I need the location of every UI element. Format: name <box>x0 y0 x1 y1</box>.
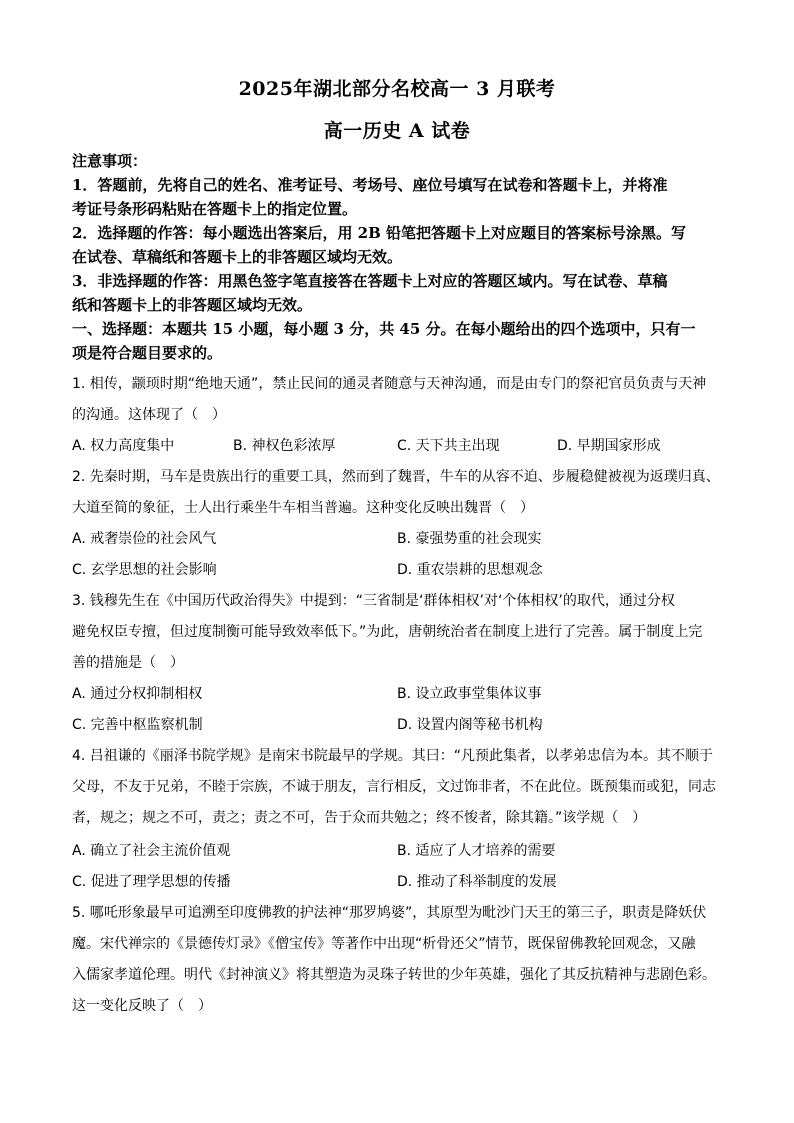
question-2-line-1: 2. 先秦时期，马车是贵族出行的重要工具，然而到了魏晋，牛车的从容不迫、步履稳健被视为返璞归真、 <box>72 469 720 485</box>
note-1-line-2: 考证号条形码粘贴在答题卡上的指定位置。 <box>72 200 358 218</box>
note-2-line-2: 在试卷、草稿纸和答题卡上的非答题区域均无效。 <box>72 248 403 266</box>
question-1-option-b: B. 神权色彩浓厚 <box>233 438 336 454</box>
question-1-option-d: D. 早期国家形成 <box>557 438 661 454</box>
question-4-option-a: A. 确立了社会主流价值观 <box>72 843 231 859</box>
question-3-line-3: 善的措施是（ ） <box>72 655 184 671</box>
question-4-option-b: B. 适应了人才培养的需要 <box>397 843 556 859</box>
section-heading-line-1: 一、选择题：本题共 15 小题，每小题 3 分，共 45 分。在每小题给出的四个选项中，只有一 <box>72 320 696 338</box>
question-3-option-c: C. 完善中枢监察机制 <box>72 717 203 733</box>
question-3-option-a: A. 通过分权抑制相权 <box>72 686 203 702</box>
section-heading-line-2: 项是符合题目要求的。 <box>72 344 223 362</box>
question-4-line-2: 父母，不友于兄弟，不睦于宗族，不诚于朋友，言行相反，文过饰非者，不在此位。既预集而或犯，同志 <box>72 779 716 795</box>
note-2-line-1: 2．选择题的作答：每小题选出答案后，用 2B 铅笔把答题卡上对应题目的答案标号涂黑。写 <box>72 224 687 242</box>
note-1-line-1: 1．答题前，先将自己的姓名、准考证号、考场号、座位号填写在试卷和答题卡上，并将准 <box>72 176 668 194</box>
question-1-option-a: A. 权力高度集中 <box>72 438 175 454</box>
question-2-option-a: A. 戒奢崇俭的社会风气 <box>72 531 217 547</box>
notes-heading: 注意事项： <box>72 152 148 170</box>
note-3-line-1: 3．非选择题的作答：用黑色签字笔直接答在答题卡上对应的答题区域内。写在试卷、草稿 <box>72 272 668 290</box>
question-4-option-c: C. 促进了理学思想的传播 <box>72 874 231 890</box>
question-4-line-1: 4. 吕祖谦的《丽泽书院学规》是南宋书院最早的学规。其曰：“凡预此集者，以孝弟忠信为本。其不顺于 <box>72 748 714 764</box>
question-2-option-b: B. 豪强势重的社会现实 <box>397 531 542 547</box>
question-4-option-d: D. 推动了科举制度的发展 <box>397 874 557 890</box>
question-1-option-c: C. 天下共主出现 <box>397 438 500 454</box>
note-3-line-2: 纸和答题卡上的非答题区域均无效。 <box>72 296 313 314</box>
question-5-line-1: 5. 哪吒形象最早可追溯至印度佛教的护法神“那罗鸠婆”，其原型为毗沙门天王的第三子，职责是降妖伏 <box>72 905 707 921</box>
question-5-line-4: 这一变化反映了（ ） <box>72 998 212 1014</box>
question-5-line-2: 魔。宋代禅宗的《景德传灯录》《僧宝传》等著作中出现“析骨还父”情节，既保留佛教轮回观念，又融 <box>72 936 696 952</box>
question-2-option-c: C. 玄学思想的社会影响 <box>72 562 217 578</box>
question-3-line-2: 避免权臣专擅，但过度制衡可能导致效率低下。”为此，唐朝统治者在制度上进行了完善。属于制度上完 <box>72 624 703 640</box>
question-3-option-b: B. 设立政事堂集体议事 <box>397 686 542 702</box>
exam-subtitle: 高一历史 A 试卷 <box>323 120 471 142</box>
question-3-line-1: 3. 钱穆先生在《中国历代政治得失》中提到：“三省制是‘群体相权’对‘个体相权’的取代，通过分权 <box>72 593 675 609</box>
question-5-line-3: 入儒家孝道伦理。明代《封神演义》将其塑造为灵珠子转世的少年英雄，强化了其反抗精神与悲剧色彩。 <box>72 967 716 983</box>
question-2-option-d: D. 重农崇耕的思想观念 <box>397 562 543 578</box>
question-4-line-3: 者，规之；规之不可，责之；责之不可，告于众而共勉之；终不悛者，除其籍。”该学规（ ） <box>72 810 647 826</box>
exam-title: 2025年湖北部分名校高一 3 月联考 <box>238 78 556 100</box>
question-1-line-1: 1. 相传，颛顼时期“绝地天通”，禁止民间的通灵者随意与天神沟通，而是由专门的祭祀官员负责与天神 <box>72 376 707 392</box>
question-1-line-2: 的沟通。这体现了（ ） <box>72 407 226 423</box>
question-3-option-d: D. 设置内阁等秘书机构 <box>397 717 543 733</box>
question-2-line-2: 大道至简的象征，士人出行乘坐牛车相当普遍。这种变化反映出魏晋（ ） <box>72 500 534 516</box>
